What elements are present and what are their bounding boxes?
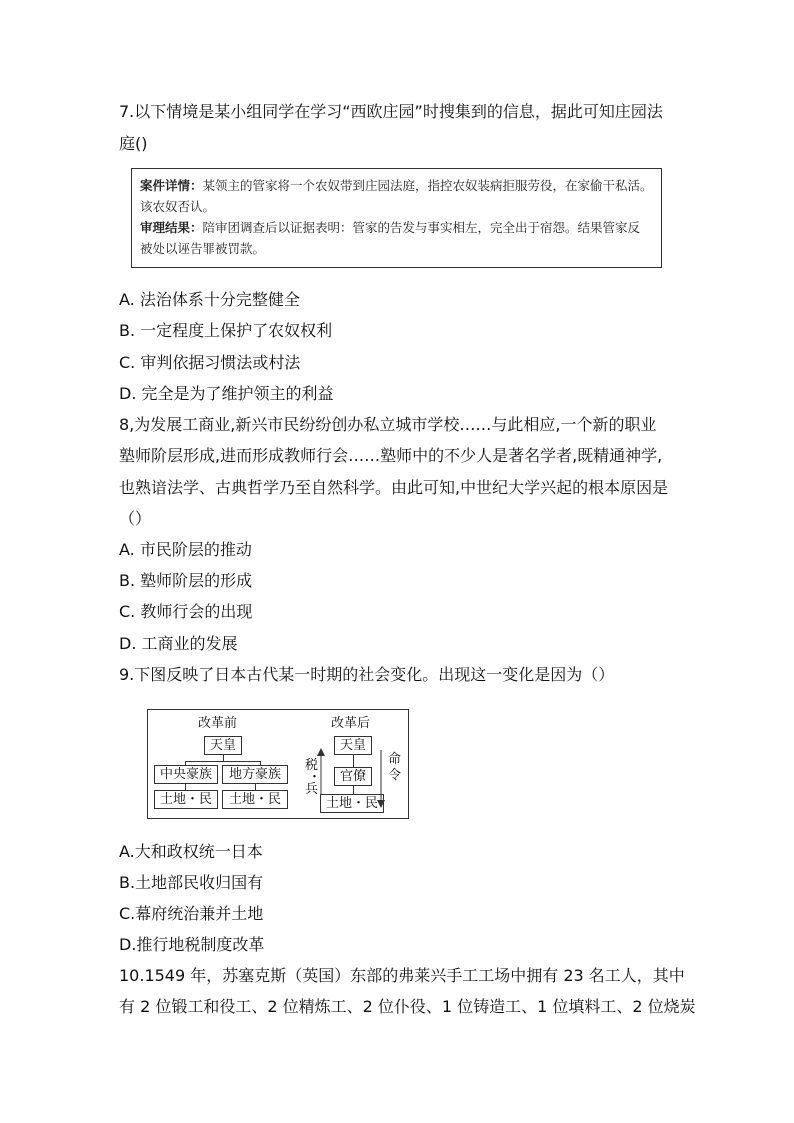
after-title: 改革后 — [331, 716, 371, 731]
q7-result-line1 — [140, 217, 653, 238]
q7-option-c[interactable]: C. 审判依据习惯法或村法 — [119, 353, 301, 372]
q7-stem-line2: 庭() — [119, 134, 148, 153]
q10-stem-line2: 有 2 位锻工和役工、2 位精炼工、2 位仆役、1 位铸造工、1 位填料工、2 位烧炭 — [119, 997, 696, 1016]
q7-case-text2: 该农奴否认。 — [140, 199, 216, 214]
q7-case-box — [131, 168, 662, 268]
q7-option-d[interactable]: D. 完全是为了维护领主的利益 — [119, 384, 334, 403]
q9-option-a[interactable]: A.大和政权统一日本 — [119, 842, 263, 861]
q8-stem-line3: 也熟谙法学、古典哲学乃至自然科学。由此可知,中世纪大学兴起的根本原因是 — [119, 478, 669, 497]
before-title: 改革前 — [198, 716, 238, 731]
q8-option-c[interactable]: C. 教师行会的出现 — [119, 602, 253, 621]
q7-case-text1: 某领主的管家将一个农奴带到庄园法庭，指控农奴装病拒服劳役，在家偷干私活。 — [202, 178, 653, 193]
order-label-1: 命 — [388, 752, 402, 767]
q9-option-d[interactable]: D.推行地税制度改革 — [119, 935, 265, 954]
emperor-before-node: 天皇 — [204, 736, 242, 755]
q8-stem-line4: （） — [119, 509, 152, 528]
q9-diagram — [147, 709, 409, 819]
q8-option-d[interactable]: D. 工商业的发展 — [119, 634, 238, 653]
q9-option-b[interactable]: B.土地部民收归国有 — [119, 873, 264, 892]
soldier-label: 兵 — [305, 782, 319, 797]
clan-connector — [185, 761, 261, 762]
q7-case-label: 案件详情： — [140, 178, 203, 193]
q7-result-text1: 陪审团调查后以证据表明：管家的告发与事实相左，完全出于宿怨。结果管家反 — [202, 220, 641, 235]
tax-label: 税 — [305, 758, 319, 773]
down-arrow-icon — [376, 748, 386, 808]
q8-option-a[interactable]: A. 市民阶层的推动 — [119, 540, 252, 559]
land-people-after-node: 土地・民 — [320, 794, 384, 813]
q7-case-line1 — [140, 175, 653, 196]
q8-stem-line1: 8,为发展工商业,新兴市民纷纷创办私立城市学校……与此相应,一个新的职业 — [119, 415, 657, 434]
emperor-after-node: 天皇 — [334, 736, 372, 755]
order-label-2: 令 — [388, 768, 402, 783]
q9-option-c[interactable]: C.幕府统治兼并土地 — [119, 904, 264, 923]
q8-option-b[interactable]: B. 塾师阶层的形成 — [119, 571, 253, 590]
q9-stem: 9.下图反映了日本古代某一时期的社会变化。出现这一变化是因为（） — [119, 665, 615, 684]
q7-stem-line1: 7.以下情境是某小组同学在学习“西欧庄园”时搜集到的信息，据此可知庄园法 — [119, 102, 663, 121]
officials-node: 官僚 — [334, 767, 372, 786]
after-connector-1 — [353, 755, 354, 767]
dot-label: ・ — [308, 770, 322, 785]
q10-stem-line1: 10.1549 年，苏塞克斯（英国）东部的弗莱兴手工工场中拥有 23 名工人，其中 — [119, 966, 685, 985]
q7-result-text2: 被处以诬告罪被罚款。 — [140, 241, 266, 256]
land-people-node-1: 土地・民 — [154, 790, 218, 809]
land-people-node-2: 土地・民 — [222, 790, 288, 809]
q7-option-b[interactable]: B. 一定程度上保护了农奴权利 — [119, 321, 333, 340]
local-clan-node: 地方豪族 — [222, 765, 288, 784]
q7-option-a[interactable]: A. 法治体系十分完整健全 — [119, 290, 300, 309]
q8-stem-line2: 塾师阶层形成,进而形成教师行会……塾师中的不少人是著名学者,既精通神学, — [119, 446, 663, 465]
after-connector-2 — [353, 786, 354, 794]
q7-result-label: 审理结果： — [140, 220, 203, 235]
central-clan-node: 中央豪族 — [154, 765, 218, 784]
